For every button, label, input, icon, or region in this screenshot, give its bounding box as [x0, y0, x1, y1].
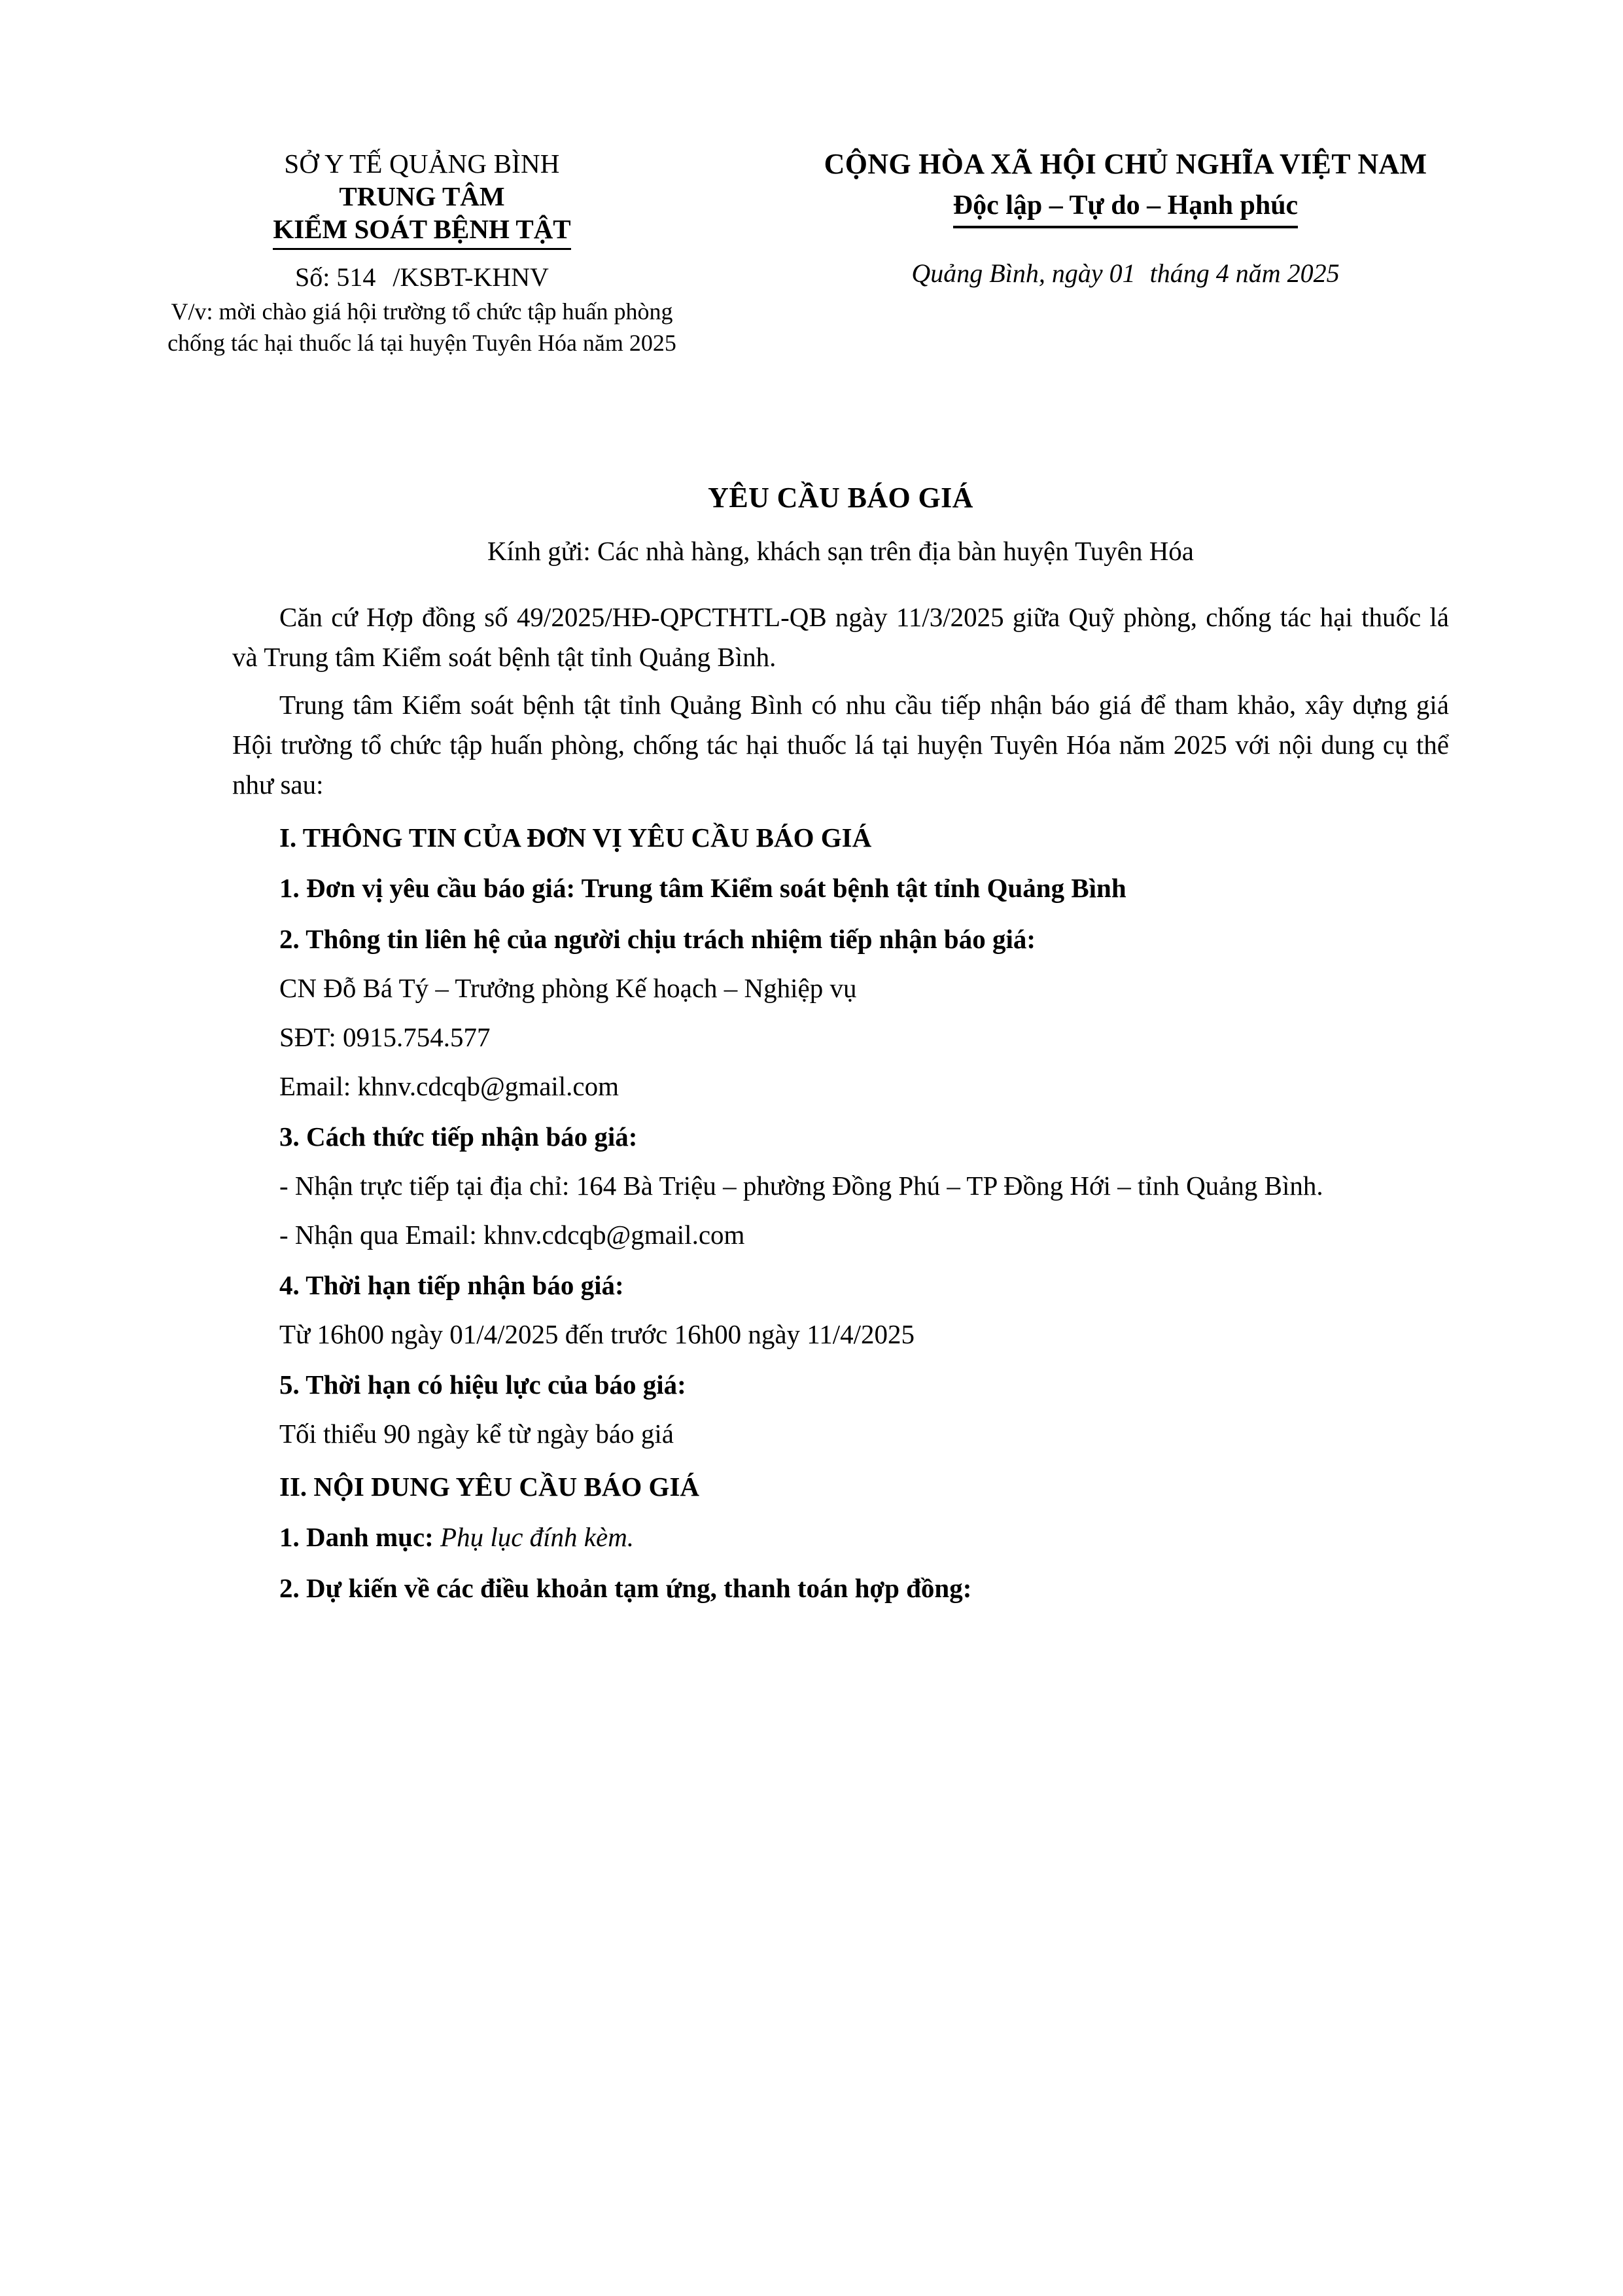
- national-title: CỘNG HÒA XÃ HỘI CHỦ NGHĨA VIỆT NAM: [824, 148, 1427, 180]
- section-1-item-1: 1. Đơn vị yêu cầu báo giá: Trung tâm Kiểm soát bệnh tật tỉnh Quảng Bình: [279, 873, 1126, 904]
- contact-email: Email: khnv.cdcqb@gmail.com: [279, 1070, 620, 1101]
- issuing-organization-block: [118, 147, 726, 359]
- recipient-line: Kính gửi: Các nhà hàng, khách sạn trên địa bàn huyện Tuyên Hóa: [487, 536, 1195, 566]
- document-number: [118, 261, 726, 294]
- document-body: [232, 481, 1449, 1616]
- national-motto: Độc lập – Tự do – Hạnh phúc: [953, 189, 1298, 228]
- document-number-prefix: Số: 514: [295, 262, 376, 292]
- document-subject: V/v: mời chào giá hội trường tổ chức tập huấn phòng chống tác hại thuốc lá tại huyện Tuyên Hóa năm 2025: [167, 298, 676, 356]
- document-number-suffix: /KSBT-KHNV: [393, 262, 549, 292]
- submission-method-email: - Nhận qua Email: khnv.cdcqb@gmail.com: [279, 1220, 745, 1250]
- section-1-item-2-heading: 2. Thông tin liên hệ của người chịu trách nhiệm tiếp nhận báo giá:: [279, 923, 1036, 954]
- submission-method-direct: - Nhận trực tiếp tại địa chỉ: 164 Bà Triệu – phường Đồng Phú – TP Đồng Hới – tỉnh Quảng Bình.: [279, 1170, 1323, 1201]
- section-2-item-2-heading: 2. Dự kiến về các điều khoản tạm ứng, thanh toán hợp đồng:: [279, 1572, 972, 1603]
- organization-name-line2: KIỂM SOÁT BỆNH TẬT: [273, 213, 570, 250]
- page-title: YÊU CẦU BÁO GIÁ: [708, 482, 973, 514]
- section-1-item-5-heading: 5. Thời hạn có hiệu lực của báo giá:: [279, 1369, 686, 1400]
- date-line: [726, 257, 1525, 290]
- section-1-heading: I. THÔNG TIN CỦA ĐƠN VỊ YÊU CẦU BÁO GIÁ: [279, 822, 872, 853]
- date-rest: tháng 4 năm 2025: [1149, 258, 1340, 289]
- section-1-item-3-heading: 3. Cách thức tiếp nhận báo giá:: [279, 1121, 638, 1152]
- contact-person-name: CN Đỗ Bá Tý – Trưởng phòng Kế hoạch – Nghiệp vụ: [279, 972, 857, 1003]
- section-2-heading: II. NỘI DUNG YÊU CẦU BÁO GIÁ: [279, 1472, 700, 1502]
- submission-deadline-value: Từ 16h00 ngày 01/4/2025 đến trước 16h00 ngày 11/4/2025: [279, 1319, 915, 1350]
- document-header: [0, 147, 1623, 359]
- date-place: Quảng Bình, ngày 01: [911, 258, 1136, 289]
- section-2-item-1-label: 1. Danh mục:: [279, 1522, 434, 1553]
- section-2-item-1-value: Phụ lục đính kèm.: [440, 1522, 635, 1553]
- paragraph-purpose: Trung tâm Kiểm soát bệnh tật tỉnh Quảng Bình có nhu cầu tiếp nhận báo giá để tham khảo, xây dựng giá Hội trường tổ chức tập huấn phòng, chống tác hại thuốc lá tại huyện Tuyên Hóa năm 2025 với nội dung cụ thể như sau:: [232, 690, 1449, 800]
- section-2-item-1: [232, 1517, 1449, 1557]
- parent-organization-name: SỞ Y TẾ QUẢNG BÌNH: [284, 149, 560, 179]
- national-heading-block: [726, 147, 1623, 290]
- paragraph-legal-basis: Căn cứ Hợp đồng số 49/2025/HĐ-QPCTHTL-QB ngày 11/3/2025 giữa Quỹ phòng, chống tác hại thuốc lá và Trung tâm Kiểm soát bệnh tật tỉnh Quảng Bình.: [232, 602, 1449, 673]
- quotation-validity-value: Tối thiểu 90 ngày kể từ ngày báo giá: [279, 1419, 674, 1449]
- organization-name-line1: TRUNG TÂM: [339, 181, 505, 212]
- section-1-item-4-heading: 4. Thời hạn tiếp nhận báo giá:: [279, 1270, 624, 1301]
- contact-phone: SĐT: 0915.754.577: [279, 1021, 491, 1052]
